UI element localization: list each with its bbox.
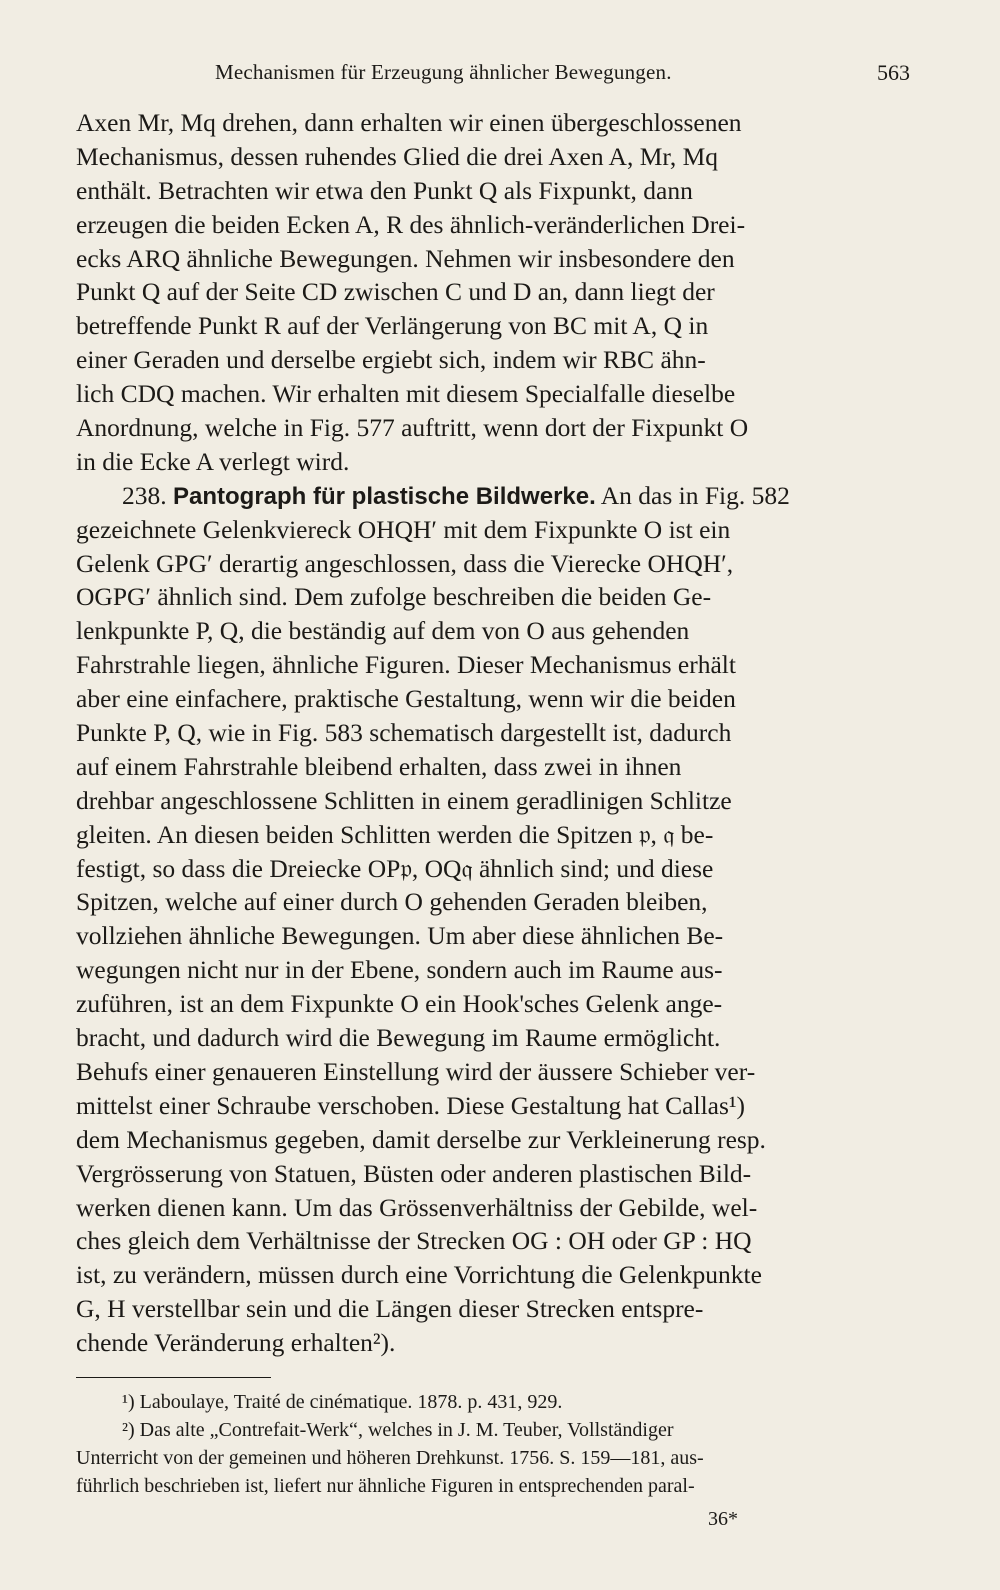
text-line: lich CDQ machen. Wir erhalten mit diesem Specialfalle dieselbe bbox=[76, 379, 736, 409]
text-line: chende Veränderung erhalten²). bbox=[76, 1328, 396, 1358]
text-line: erzeugen die beiden Ecken A, R des ähnlich-veränderlichen Drei- bbox=[76, 209, 746, 239]
text-line: Behufs einer genaueren Einstellung wird der äussere Schieber ver- bbox=[76, 1056, 756, 1086]
text-line: bracht, und dadurch wird die Bewegung im Raume ermöglicht. bbox=[76, 1023, 721, 1053]
text-line: festigt, so dass die Dreiecke OP𝔭, OQ𝔮 ähnlich sind; und diese bbox=[76, 853, 714, 883]
text-line: lenkpunkte P, Q, die beständig auf dem von O aus gehenden bbox=[76, 616, 690, 646]
text-line: werken dienen kann. Um das Grössenverhältniss der Gebilde, wel- bbox=[76, 1192, 758, 1222]
footnote-1: ¹) Laboulaye, Traité de cinématique. 1878. p. 431, 929. bbox=[122, 1391, 563, 1413]
footnote-2-cont: Unterricht von der gemeinen und höheren Drehkunst. 1756. S. 159—181, aus- bbox=[76, 1447, 704, 1469]
signature-mark: 36* bbox=[708, 1508, 738, 1530]
text-line: G, H verstellbar sein und die Längen dieser Strecken entspre- bbox=[76, 1294, 704, 1324]
section-heading-line bbox=[76, 479, 894, 513]
text-line: zuführen, ist an dem Fixpunkte O ein Hook'sches Gelenk ange- bbox=[76, 989, 723, 1019]
section-heading: Pantograph für plastische Bildwerke. bbox=[173, 482, 596, 510]
text-line: ecks ARQ ähnliche Bewegungen. Nehmen wir insbesondere den bbox=[76, 243, 735, 273]
text-line: Punkt Q auf der Seite CD zwischen C und D an, dann liegt der bbox=[76, 277, 715, 307]
text-line: wegungen nicht nur in der Ebene, sondern auch im Raume aus- bbox=[76, 955, 723, 985]
text-line: enthält. Betrachten wir etwa den Punkt Q als Fixpunkt, dann bbox=[76, 175, 693, 205]
footnote-rule bbox=[76, 1377, 271, 1378]
running-title: Mechanismen für Erzeugung ähnlicher Bewegungen. bbox=[215, 60, 672, 84]
text-line: Punkte P, Q, wie in Fig. 583 schematisch dargestellt ist, dadurch bbox=[76, 718, 732, 748]
text-line: ist, zu verändern, müssen durch eine Vorrichtung die Gelenkpunkte bbox=[76, 1260, 762, 1290]
text-line: ches gleich dem Verhältnisse der Strecken OG : OH oder GP : HQ bbox=[76, 1226, 752, 1256]
text-line: Anordnung, welche in Fig. 577 auftritt, wenn dort der Fixpunkt O bbox=[76, 413, 749, 443]
text-line: gezeichnete Gelenkviereck OHQH′ mit dem Fixpunkte O ist ein bbox=[76, 514, 731, 544]
text-line: aber eine einfachere, praktische Gestaltung, wenn wir die beiden bbox=[76, 684, 736, 714]
running-header bbox=[215, 54, 910, 88]
page-number: 563 bbox=[877, 60, 910, 85]
text-line: gleiten. An diesen beiden Schlitten werden die Spitzen 𝔭, 𝔮 be- bbox=[76, 819, 714, 849]
text-line: Mechanismus, dessen ruhendes Glied die drei Axen A, Mr, Mq bbox=[76, 141, 719, 171]
text-line: Gelenk GPG′ derartig angeschlossen, dass die Vierecke OHQH′, bbox=[76, 548, 734, 578]
footnotes bbox=[76, 1388, 894, 1500]
text-line: Spitzen, welche auf einer durch O gehenden Geraden bleiben, bbox=[76, 887, 708, 917]
section-first-line-rest: An das in Fig. 582 bbox=[600, 480, 790, 510]
footnote-2: ²) Das alte „Contrefait-Werk“, welches in J. M. Teuber, Vollständiger bbox=[122, 1419, 674, 1441]
text-line: dem Mechanismus gegeben, damit derselbe zur Verkleinerung resp. bbox=[76, 1124, 766, 1154]
text-line: mittelst einer Schraube verschoben. Diese Gestaltung hat Callas¹) bbox=[76, 1090, 746, 1120]
text-line: drehbar angeschlossene Schlitten in einem geradlinigen Schlitze bbox=[76, 785, 732, 815]
text-line: betreffende Punkt R auf der Verlängerung von BC mit A, Q in bbox=[76, 311, 709, 341]
text-line: vollziehen ähnliche Bewegungen. Um aber diese ähnlichen Be- bbox=[76, 921, 724, 951]
footnote-2-cont: führlich beschrieben ist, liefert nur ähnliche Figuren in entsprechenden paral- bbox=[76, 1475, 695, 1497]
text-line: einer Geraden und derselbe ergiebt sich, indem wir RBC ähn- bbox=[76, 345, 706, 375]
text-line: Vergrösserung von Statuen, Büsten oder anderen plastischen Bild- bbox=[76, 1158, 752, 1188]
text-line: Fahrstrahle liegen, ähnliche Figuren. Dieser Mechanismus erhält bbox=[76, 650, 736, 680]
section-number: 238. bbox=[122, 480, 167, 510]
text-line: Axen Mr, Mq drehen, dann erhalten wir einen übergeschlossenen bbox=[76, 108, 742, 137]
text-line: auf einem Fahrstrahle bleibend erhalten, dass zwei in ihnen bbox=[76, 751, 682, 781]
main-text bbox=[76, 106, 894, 1360]
text-line: OGPG′ ähnlich sind. Dem zufolge beschreiben die beiden Ge- bbox=[76, 582, 712, 612]
text-line: in die Ecke A verlegt wird. bbox=[76, 446, 350, 476]
